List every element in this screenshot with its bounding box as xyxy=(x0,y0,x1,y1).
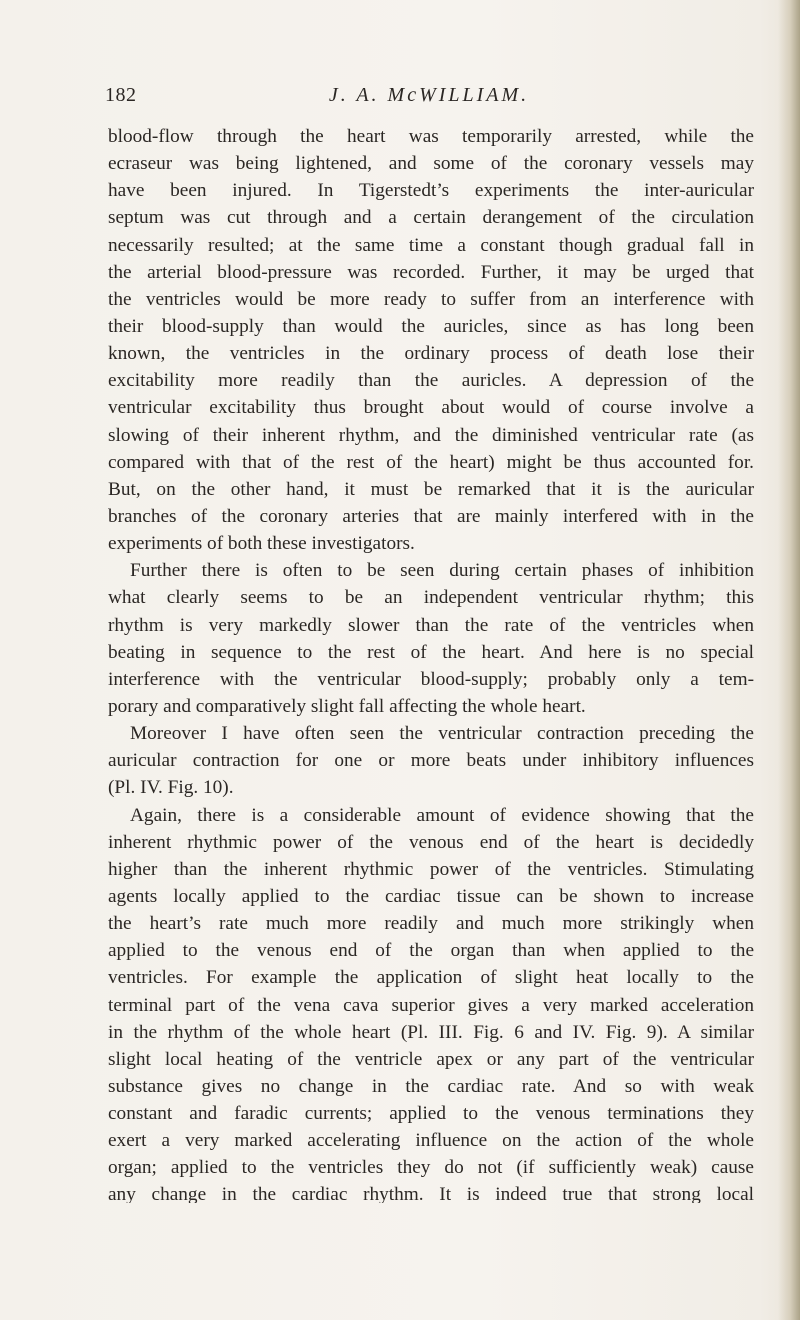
text-line: the arterial blood-pressure was recorded. Further, it may be urged that xyxy=(108,261,754,283)
text-line: beating in sequence to the rest of the heart. And here is no special xyxy=(108,641,754,663)
text-line: ecraseur was being lightened, and some of the coronary vessels may xyxy=(108,153,754,175)
running-title: J. A. McWILLIAM. xyxy=(328,84,530,106)
page-edge-shadow xyxy=(778,0,800,1320)
text-line: what clearly seems to be an independent ventricular rhythm; this xyxy=(108,587,754,609)
text-line: exert a very marked accelerating influence on the action of the whole xyxy=(108,1130,754,1152)
text-line: interference with the ventricular blood-supply; probably only a tem- xyxy=(108,668,754,690)
text-line: But, on the other hand, it must be remarked that it is the auricular xyxy=(108,478,754,500)
text-line: experiments of both these investigators. xyxy=(108,533,415,555)
text-line: ventricular excitability thus brought about would of course involve a xyxy=(108,397,754,419)
text-line: the heart’s rate much more readily and much more strikingly when xyxy=(108,913,754,935)
text-line: substance gives no change in the cardiac rate. And so with weak xyxy=(108,1075,754,1097)
text-line: agents locally applied to the cardiac tissue can be shown to increase xyxy=(108,885,754,907)
page-number: 182 xyxy=(105,84,137,106)
text-line: terminal part of the vena cava superior gives a very marked acceleration xyxy=(108,994,754,1016)
text-line: branches of the coronary arteries that are mainly interfered with in the xyxy=(108,505,754,527)
text-line: Moreover I have often seen the ventricular contraction preceding the xyxy=(130,723,754,745)
text-line: their blood-supply than would the auricles, since as has long been xyxy=(108,315,754,337)
text-line: blood-flow through the heart was temporarily arrested, while the xyxy=(108,126,754,147)
text-line: known, the ventricles in the ordinary process of death lose their xyxy=(108,343,754,365)
text-line: applied to the venous end of the organ than when applied to the xyxy=(108,940,754,962)
body-text xyxy=(108,123,754,1203)
text-line: excitability more readily than the auricles. A depression of the xyxy=(108,370,754,392)
text-line: Again, there is a considerable amount of evidence showing that the xyxy=(130,804,754,826)
text-line: slowing of their inherent rhythm, and the diminished ventricular rate (as xyxy=(108,424,754,446)
text-line: constant and faradic currents; applied to the venous terminations they xyxy=(108,1103,754,1125)
text-line: necessarily resulted; at the same time a constant though gradual fall in xyxy=(108,234,754,256)
text-line: have been injured. In Tigerstedt’s experiments the inter-auricular xyxy=(108,180,754,202)
text-line: Further there is often to be seen during certain phases of inhibition xyxy=(130,560,754,582)
text-line: in the rhythm of the whole heart (Pl. III. Fig. 6 and IV. Fig. 9). A similar xyxy=(108,1021,754,1043)
text-line: rhythm is very markedly slower than the rate of the ventricles when xyxy=(108,614,754,636)
text-line: slight local heating of the ventricle apex or any part of the ventricular xyxy=(108,1048,754,1070)
text-line: inherent rhythmic power of the venous end of the heart is decidedly xyxy=(108,831,754,853)
text-line: auricular contraction for one or more beats under inhibitory influences xyxy=(108,750,754,772)
text-line: compared with that of the rest of the heart) might be thus accounted for. xyxy=(108,451,754,473)
text-line: higher than the inherent rhythmic power of the ventricles. Stimulating xyxy=(108,858,754,880)
text-line: porary and comparatively slight fall affecting the whole heart. xyxy=(108,695,586,717)
page-header xyxy=(105,84,753,114)
text-line: any change in the cardiac rhythm. It is indeed true that strong local xyxy=(108,1184,754,1204)
text-line: septum was cut through and a certain derangement of the circulation xyxy=(108,207,754,229)
text-line: organ; applied to the ventricles they do not (if sufficiently weak) cause xyxy=(108,1157,754,1179)
text-line: (Pl. IV. Fig. 10). xyxy=(108,777,234,799)
text-line: ventricles. For example the application of slight heat locally to the xyxy=(108,967,754,989)
text-line: the ventricles would be more ready to suffer from an interference with xyxy=(108,288,754,310)
